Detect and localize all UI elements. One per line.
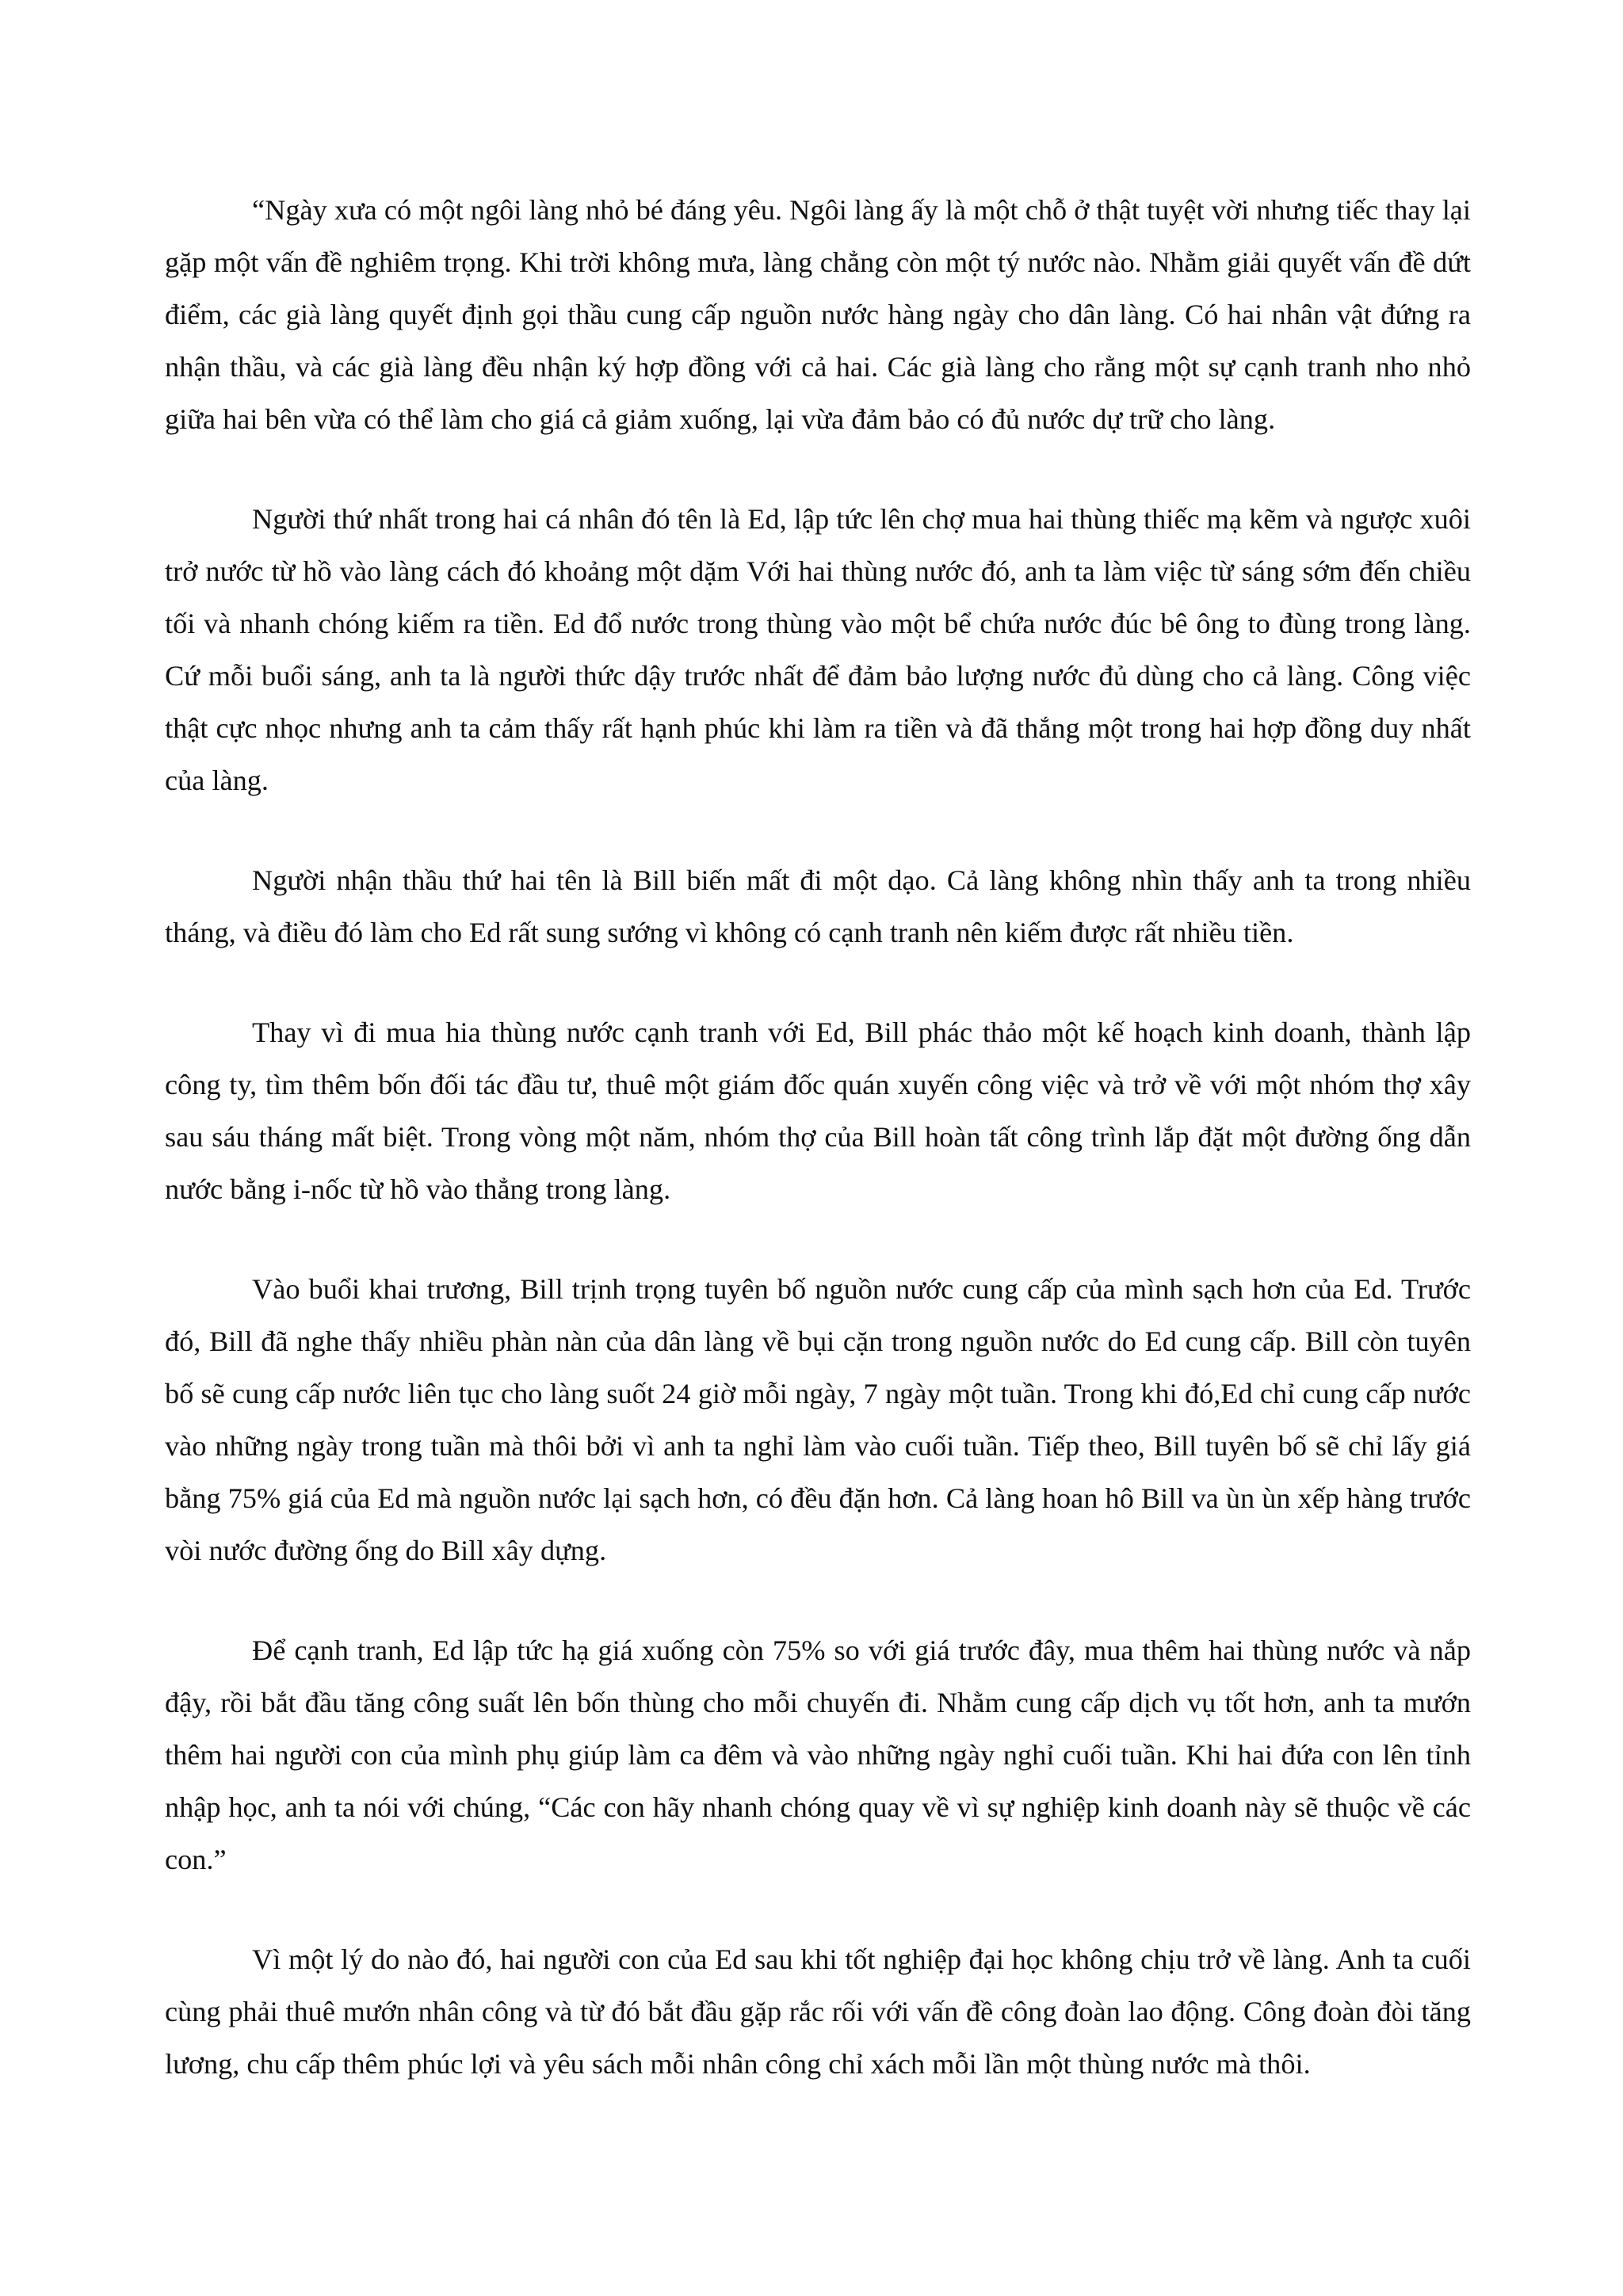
paragraph: Để cạnh tranh, Ed lập tức hạ giá xuống còn 75% so với giá trước đây, mua thêm hai thùng nước và nắp đậy, rồi bắt đầu tăng công suất lên bốn thùng cho mỗi chuyến đi. Nhằm cung cấp dịch vụ tốt hơn, anh ta mướn thêm hai người con của mình phụ giúp làm ca đêm và vào những ngày nghỉ cuối tuần. Khi hai đứa con lên tỉnh nhập học, anh ta nói với chúng, “Các con hãy nhanh chóng quay về vì sự nghiệp kinh doanh này sẽ thuộc về các con.”: [165, 1634, 1471, 1875]
paragraph: Vì một lý do nào đó, hai người con của Ed sau khi tốt nghiệp đại học không chịu trở về làng. Anh ta cuối cùng phải thuê mướn nhân công và từ đó bắt đầu gặp rắc rối với vấn đề công đoàn lao động. Công đoàn đòi tăng lương, chu cấp thêm phúc lợi và yêu sách mỗi nhân công chỉ xách mỗi lần một thùng nước mà thôi.: [165, 1943, 1471, 2080]
paragraph: Thay vì đi mua hia thùng nước cạnh tranh với Ed, Bill phác thảo một kế hoạch kinh doanh, thành lập công ty, tìm thêm bốn đối tác đầu tư, thuê một giám đốc quán xuyến công việc và trở về với một nhóm thợ xây sau sáu tháng mất biệt. Trong vòng một năm, nhóm thợ của Bill hoàn tất công trình lắp đặt một đường ống dẫn nước bằng i-nốc từ hồ vào thẳng trong làng.: [165, 1016, 1471, 1205]
paragraph: Vào buổi khai trương, Bill trịnh trọng tuyên bố nguồn nước cung cấp của mình sạch hơn của Ed. Trước đó, Bill đã nghe thấy nhiều phàn nàn của dân làng về bụi cặn trong nguồn nước do Ed cung cấp. Bill còn tuyên bố sẽ cung cấp nước liên tục cho làng suốt 24 giờ mỗi ngày, 7 ngày một tuần. Trong khi đó,Ed chỉ cung cấp nước vào những ngày trong tuần mà thôi bởi vì anh ta nghỉ làm vào cuối tuần. Tiếp theo, Bill tuyên bố sẽ chỉ lấy giá bằng 75% giá của Ed mà nguồn nước lại sạch hơn, có đều đặn hơn. Cả làng hoan hô Bill va ùn ùn xếp hàng trước vòi nước đường ống do Bill xây dựng.: [165, 1273, 1471, 1566]
paragraph: “Ngày xưa có một ngôi làng nhỏ bé đáng yêu. Ngôi làng ấy là một chỗ ở thật tuyệt vời nhưng tiếc thay lại gặp một vấn đề nghiêm trọng. Khi trời không mưa, làng chẳng còn một tý nước nào. Nhằm giải quyết vấn đề dứt điểm, các già làng quyết định gọi thầu cung cấp nguồn nước hàng ngày cho dân làng. Có hai nhân vật đứng ra nhận thầu, và các già làng đều nhận ký hợp đồng với cả hai. Các già làng cho rằng một sự cạnh tranh nho nhỏ giữa hai bên vừa có thể làm cho giá cả giảm xuống, lại vừa đảm bảo có đủ nước dự trữ cho làng.: [165, 194, 1471, 435]
paragraph: Người thứ nhất trong hai cá nhân đó tên là Ed, lập tức lên chợ mua hai thùng thiếc mạ kẽm và ngược xuôi trở nước từ hồ vào làng cách đó khoảng một dặm Với hai thùng nước đó, anh ta làm việc từ sáng sớm đến chiều tối và nhanh chóng kiếm ra tiền. Ed đổ nước trong thùng vào một bể chứa nước đúc bê ông to đùng trong làng. Cứ mỗi buổi sáng, anh ta là người thức dậy trước nhất để đảm bảo lượng nước đủ dùng cho cả làng. Công việc thật cực nhọc nhưng anh ta cảm thấy rất hạnh phúc khi làm ra tiền và đã thắng một trong hai hợp đồng duy nhất của làng.: [165, 503, 1471, 796]
paragraph: Người nhận thầu thứ hai tên là Bill biến mất đi một dạo. Cả làng không nhìn thấy anh ta trong nhiều tháng, và điều đó làm cho Ed rất sung sướng vì không có cạnh tranh nên kiếm được rất nhiều tiền.: [165, 864, 1471, 948]
document-body: [165, 184, 1471, 2138]
